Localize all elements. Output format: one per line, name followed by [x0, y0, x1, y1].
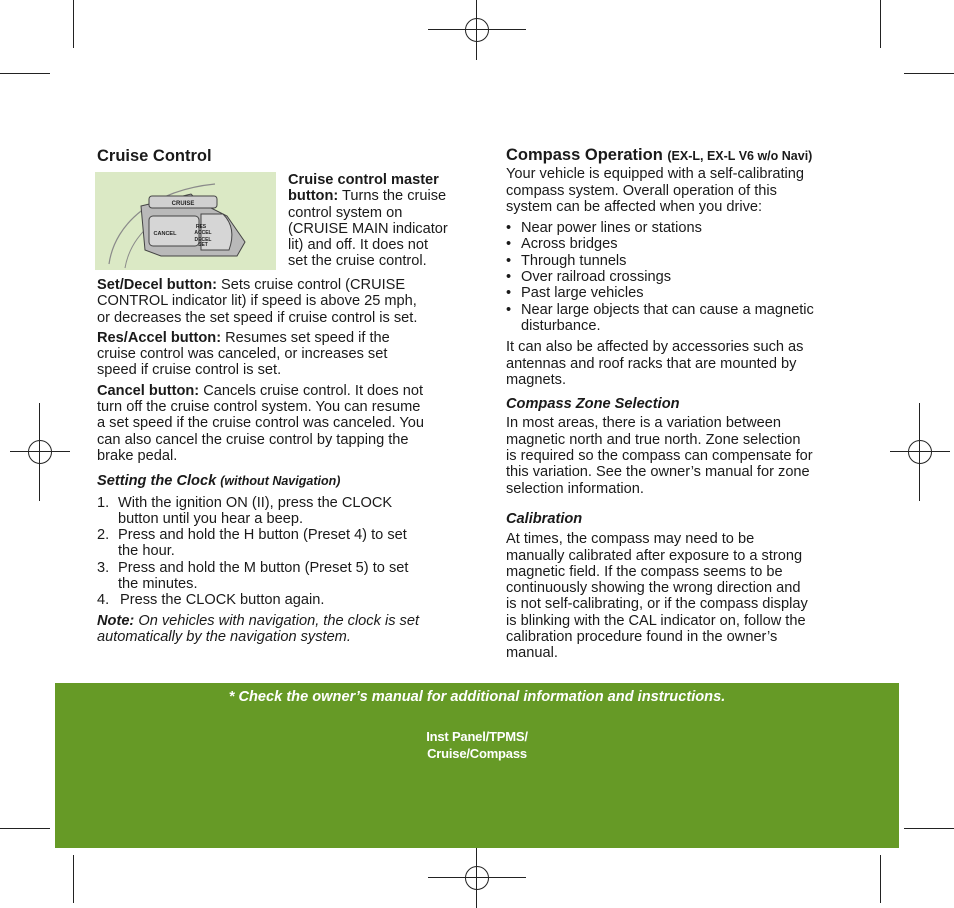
- section-title: Compass Operation (EX-L, EX-L V6 w/o Navi): [506, 146, 813, 164]
- crop-mark: [0, 73, 50, 74]
- calibration-paragraph: At times, the compass may need to be manually calibrated after exposure to a strong magnetic field. If the compass seems to be continuously showing the wrong direction and is not self-calibrating, or if the compass display is blinking with the CAL indicator on, follow the calibration procedure found in the owner’s manual.: [506, 531, 808, 662]
- section-title: Cruise Control: [97, 147, 212, 165]
- calibration-heading: Calibration: [506, 510, 583, 527]
- list-item: • Near large objects that can cause a magnetic disturbance.: [506, 301, 814, 334]
- list-item: • Past large vehicles: [506, 285, 644, 302]
- navigation-note: Note: On vehicles with navigation, the clock is set automatically by the navigation system.: [97, 612, 420, 645]
- crop-mark: [880, 855, 881, 903]
- text-line: set the cruise control.: [288, 253, 427, 270]
- footer-banner: [55, 683, 899, 848]
- registration-mark-top: [428, 0, 526, 60]
- cruise-label: CRUISE: [171, 201, 195, 207]
- crop-mark: [904, 828, 954, 829]
- zone-heading: Compass Zone Selection: [506, 396, 680, 413]
- list-item: 2. Press and hold the H button (Preset 4) to set the hour.: [97, 527, 407, 560]
- compass-section: [506, 147, 866, 662]
- crop-mark: [73, 855, 74, 903]
- text-line: (CRUISE MAIN indicator: [288, 220, 448, 237]
- cruise-control-section: [97, 148, 469, 164]
- list-item: 3. Press and hold the M button (Preset 5) to set the minutes.: [97, 559, 409, 593]
- list-item: • Across bridges: [506, 236, 618, 253]
- decel-label: DECEL: [194, 237, 212, 243]
- steering-wheel-controls-image: [95, 172, 276, 270]
- list-item: 4. Press the CLOCK button again.: [97, 592, 325, 609]
- list-item: • Near power lines or stations: [506, 220, 702, 237]
- section-label: Inst Panel/TPMS/ Cruise/Compass: [426, 729, 528, 761]
- res-label: RES: [195, 224, 207, 230]
- intro-paragraph: Your vehicle is equipped with a self-calibrating compass system. Overall operation of this system can be affected when you drive:: [506, 166, 804, 215]
- list-item: • Through tunnels: [506, 252, 627, 269]
- registration-mark-right: [890, 403, 950, 501]
- manual-note: * Check the owner’s manual for additional information and instructions.: [228, 689, 726, 705]
- cruise-buttons-illustration: [95, 172, 276, 270]
- clock-steps: [97, 495, 472, 609]
- text-line: button: Turns the cruise: [288, 188, 447, 205]
- text-line: Cruise control master: [288, 172, 439, 188]
- accel-label: ACCEL: [194, 230, 212, 236]
- registration-mark-bottom: [428, 848, 526, 908]
- set-label: SET: [198, 242, 208, 248]
- list-item: • Over railroad crossings: [506, 269, 672, 286]
- registration-mark-left: [10, 403, 70, 501]
- res-accel-paragraph: Res/Accel button: Resumes set speed if the cruise control was canceled, or increases set speed if cruise control is set.: [97, 329, 390, 379]
- cancel-paragraph: Cancel button: Cancels cruise control. It does not turn off the cruise control system. You can resume a set speed if the cruise control was canceled. You can also cancel the cruise control by tapping the brake pedal.: [97, 382, 424, 464]
- crop-mark: [904, 73, 954, 74]
- text-line: lit) and off. It does not: [288, 237, 429, 254]
- master-button-description: [288, 172, 473, 270]
- button-descriptions: [97, 277, 472, 645]
- text-line: control system on: [288, 204, 403, 221]
- crop-mark: [880, 0, 881, 48]
- clock-heading: Setting the Clock (without Navigation): [97, 473, 341, 490]
- crop-mark: [73, 0, 74, 48]
- interference-list: [506, 220, 866, 334]
- list-item: 1. With the ignition ON (II), press the CLOCK button until you hear a beep.: [97, 494, 393, 527]
- accessories-paragraph: It can also be affected by accessories such as antennas and roof racks that are mounted by magnets.: [506, 339, 804, 388]
- cancel-label: CANCEL: [153, 231, 177, 237]
- set-decel-paragraph: Set/Decel button: Sets cruise control (CRUISE CONTROL indicator lit) if speed is above 25 mph, or decreases the set speed if cruise control is set.: [97, 277, 418, 326]
- crop-mark: [0, 828, 50, 829]
- zone-paragraph: In most areas, there is a variation between magnetic north and true north. Zone selection is required so the compass can compensate for this variation. See the owner’s manual for zone selection information.: [506, 415, 813, 497]
